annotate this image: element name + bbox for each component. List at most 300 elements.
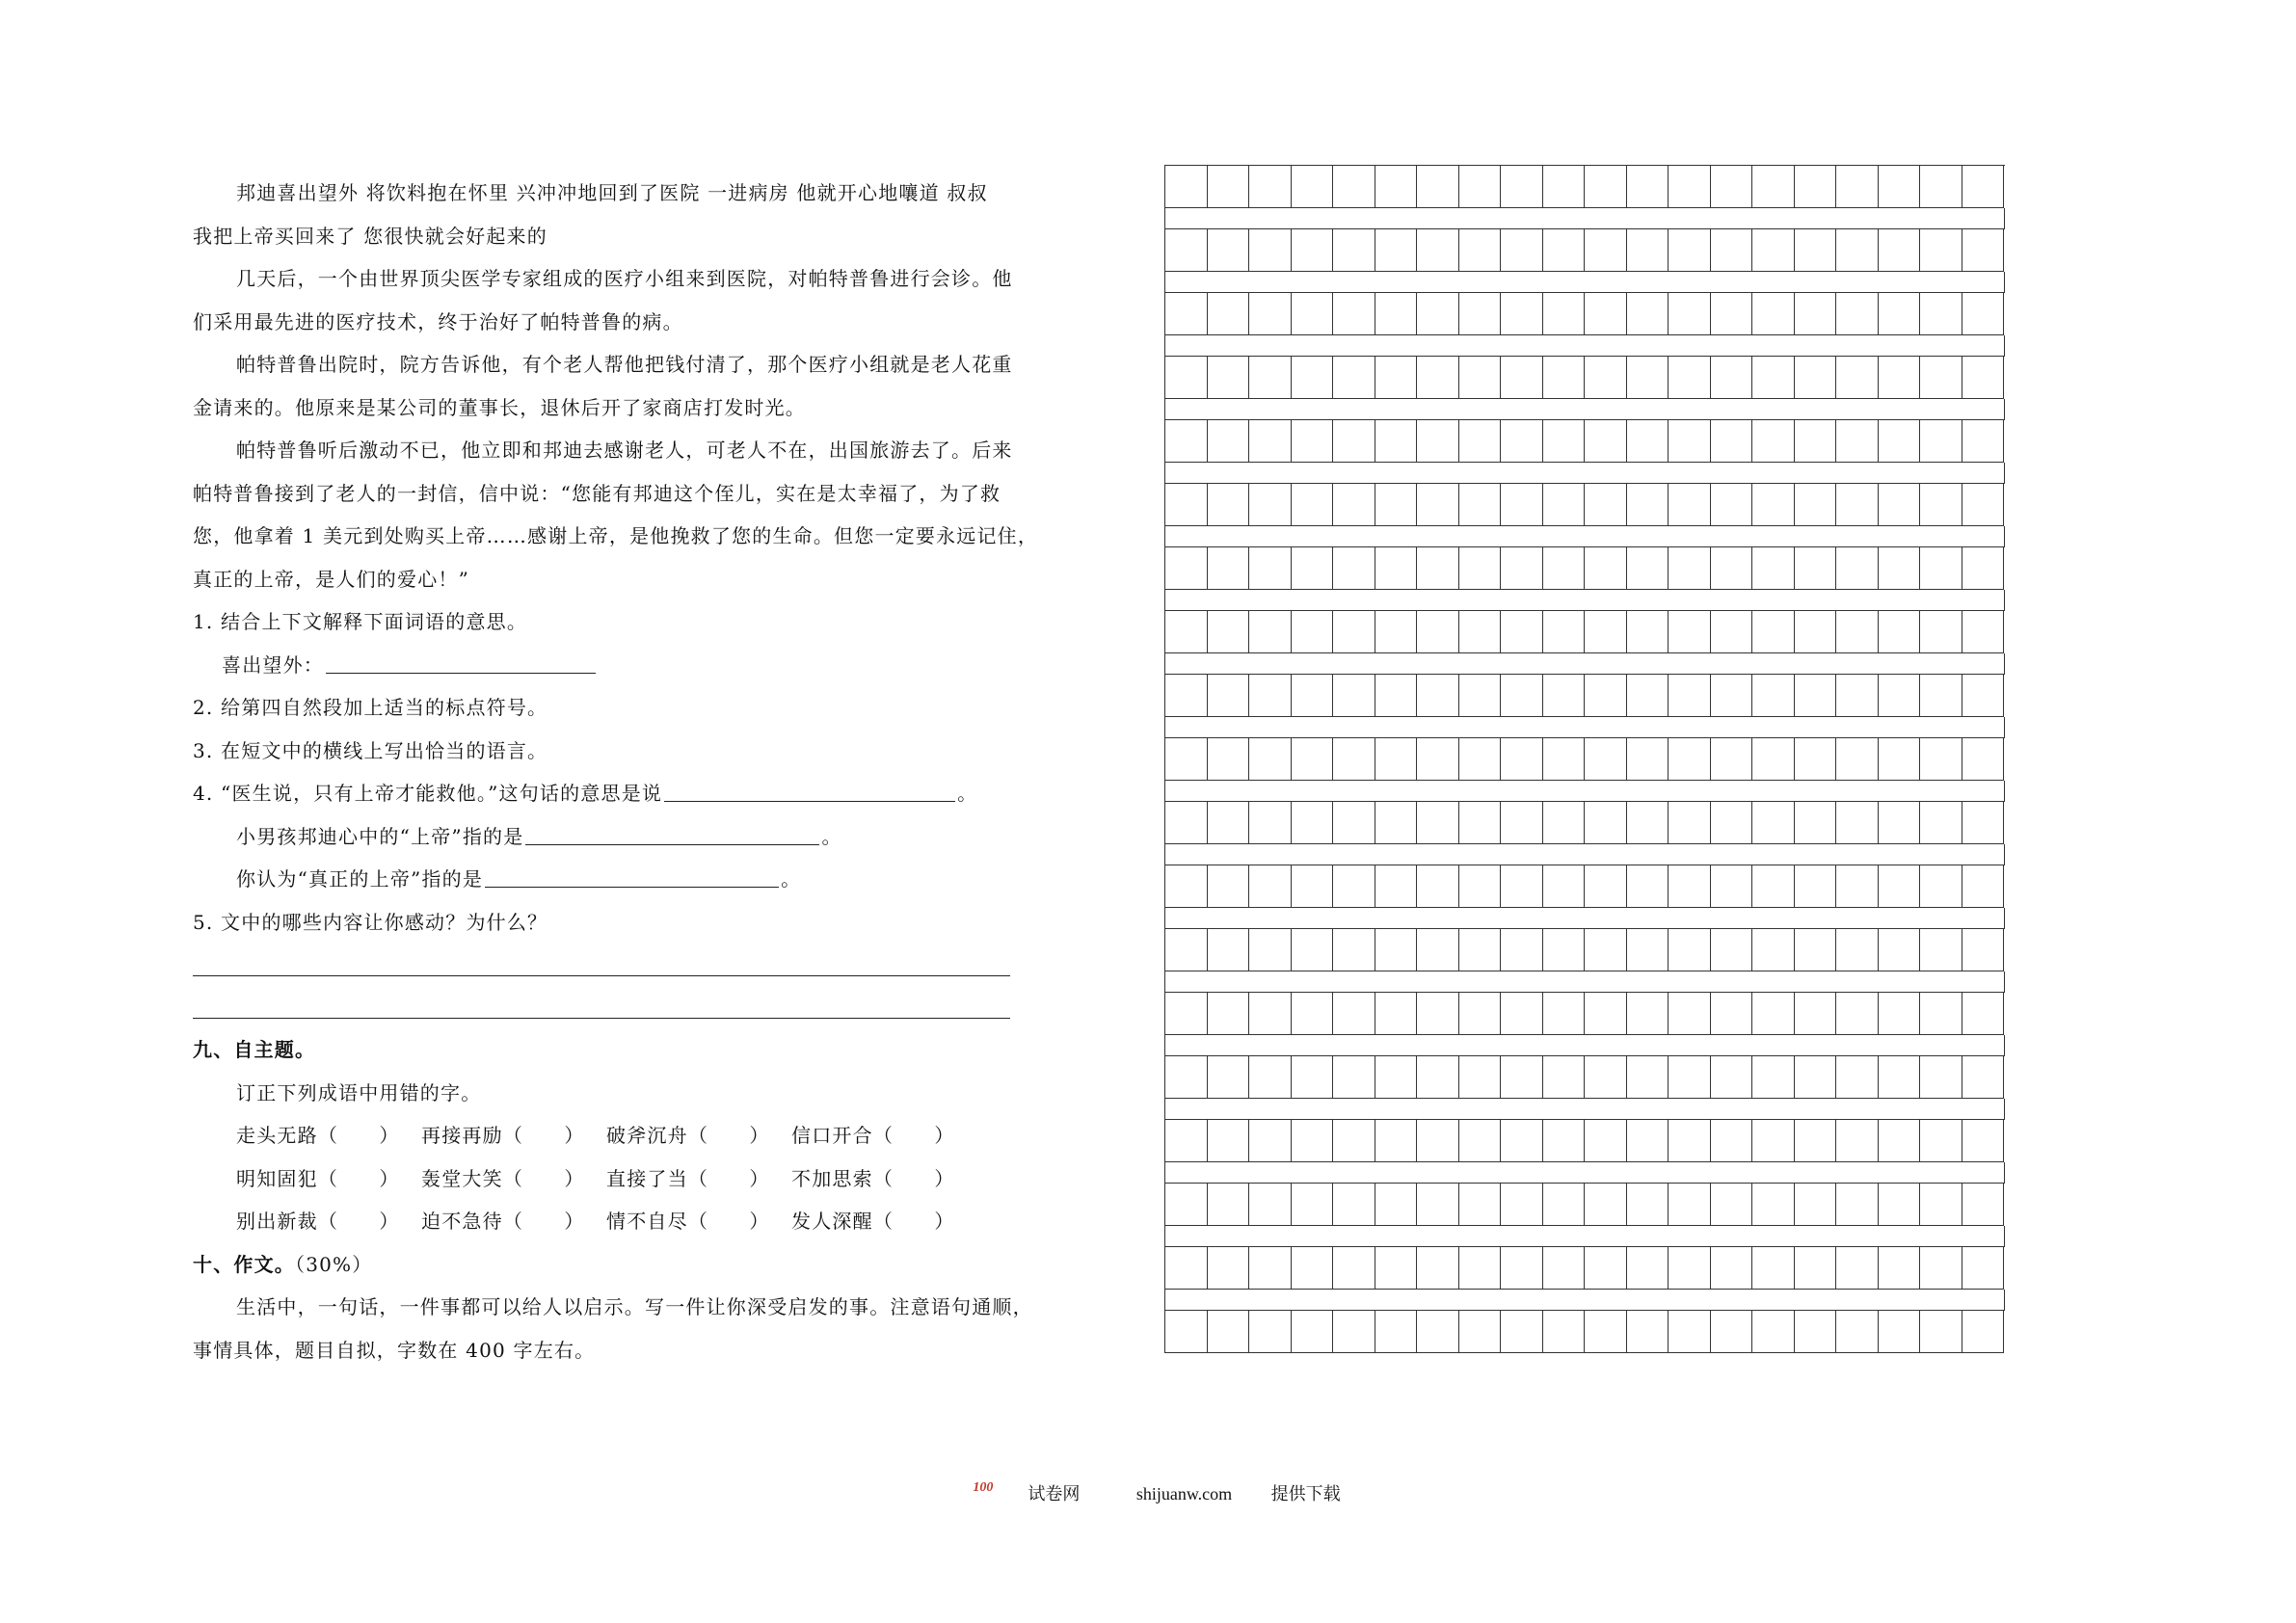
grid-cell[interactable] <box>1249 484 1292 526</box>
grid-cell[interactable] <box>1375 993 1418 1035</box>
grid-cell[interactable] <box>1879 547 1921 590</box>
grid-cell[interactable] <box>1585 1184 1627 1226</box>
grid-cell[interactable] <box>1836 293 1879 335</box>
grid-cell[interactable] <box>1669 1247 1711 1290</box>
grid-cell[interactable] <box>1459 229 1502 272</box>
grid-cell[interactable] <box>1417 229 1459 272</box>
grid-cell[interactable] <box>1669 993 1711 1035</box>
grid-cell[interactable] <box>1375 1120 1418 1162</box>
grid-cell[interactable] <box>1208 929 1250 971</box>
grid-cell[interactable] <box>1795 1247 1837 1290</box>
grid-cell[interactable] <box>1669 420 1711 463</box>
grid-cell[interactable] <box>1879 993 1921 1035</box>
grid-cell[interactable] <box>1711 484 1753 526</box>
grid-cell[interactable] <box>1795 1120 1837 1162</box>
grid-cell[interactable] <box>1333 547 1375 590</box>
grid-cell[interactable] <box>1627 547 1669 590</box>
grid-cell[interactable] <box>1920 1120 1962 1162</box>
idiom-answer-paren[interactable]: （ ） <box>502 1166 585 1190</box>
grid-cell[interactable] <box>1208 484 1250 526</box>
grid-cell[interactable] <box>1752 484 1795 526</box>
grid-cell[interactable] <box>1333 611 1375 653</box>
grid-cell[interactable] <box>1752 547 1795 590</box>
grid-cell[interactable] <box>1165 293 1208 335</box>
grid-cell[interactable] <box>1292 611 1334 653</box>
grid-cell[interactable] <box>1795 420 1837 463</box>
grid-cell[interactable] <box>1208 738 1250 781</box>
grid-cell[interactable] <box>1501 166 1543 208</box>
grid-cell[interactable] <box>1752 738 1795 781</box>
idiom-answer-paren[interactable]: （ ） <box>502 1210 585 1233</box>
grid-cell[interactable] <box>1208 357 1250 399</box>
answer-line[interactable] <box>193 986 1012 1028</box>
grid-cell[interactable] <box>1292 166 1334 208</box>
grid-cell[interactable] <box>1249 865 1292 908</box>
grid-cell[interactable] <box>1501 675 1543 717</box>
grid-cell[interactable] <box>1627 357 1669 399</box>
grid-cell[interactable] <box>1627 802 1669 844</box>
grid-cell[interactable] <box>1543 357 1586 399</box>
grid-cell[interactable] <box>1627 611 1669 653</box>
grid-cell[interactable] <box>1501 229 1543 272</box>
grid-cell[interactable] <box>1879 166 1921 208</box>
grid-cell[interactable] <box>1711 229 1753 272</box>
grid-cell[interactable] <box>1459 929 1502 971</box>
grid-cell[interactable] <box>1165 547 1208 590</box>
grid-cell[interactable] <box>1962 547 2005 590</box>
grid-cell[interactable] <box>1752 1184 1795 1226</box>
grid-cell[interactable] <box>1459 802 1502 844</box>
grid-cell[interactable] <box>1543 738 1586 781</box>
grid-cell[interactable] <box>1962 993 2005 1035</box>
grid-cell[interactable] <box>1752 166 1795 208</box>
grid-cell[interactable] <box>1417 738 1459 781</box>
grid-cell[interactable] <box>1836 229 1879 272</box>
grid-cell[interactable] <box>1459 738 1502 781</box>
grid-cell[interactable] <box>1543 675 1586 717</box>
grid-cell[interactable] <box>1627 1184 1669 1226</box>
grid-cell[interactable] <box>1375 1247 1418 1290</box>
grid-cell[interactable] <box>1501 484 1543 526</box>
grid-cell[interactable] <box>1501 1184 1543 1226</box>
grid-cell[interactable] <box>1879 293 1921 335</box>
grid-cell[interactable] <box>1501 1247 1543 1290</box>
grid-cell[interactable] <box>1292 357 1334 399</box>
grid-cell[interactable] <box>1962 1056 2005 1099</box>
grid-cell[interactable] <box>1962 1184 2005 1226</box>
grid-cell[interactable] <box>1543 802 1586 844</box>
grid-cell[interactable] <box>1627 1311 1669 1353</box>
grid-cell[interactable] <box>1920 547 1962 590</box>
grid-cell[interactable] <box>1375 675 1418 717</box>
grid-cell[interactable] <box>1879 357 1921 399</box>
grid-cell[interactable] <box>1627 738 1669 781</box>
grid-cell[interactable] <box>1585 611 1627 653</box>
grid-cell[interactable] <box>1711 802 1753 844</box>
grid-cell[interactable] <box>1920 929 1962 971</box>
grid-cell[interactable] <box>1501 1056 1543 1099</box>
grid-cell[interactable] <box>1669 675 1711 717</box>
grid-cell[interactable] <box>1292 1056 1334 1099</box>
grid-cell[interactable] <box>1669 1184 1711 1226</box>
grid-cell[interactable] <box>1585 1247 1627 1290</box>
grid-cell[interactable] <box>1417 929 1459 971</box>
idiom-answer-paren[interactable]: （ ） <box>872 1124 955 1147</box>
grid-cell[interactable] <box>1333 865 1375 908</box>
grid-cell[interactable] <box>1208 1056 1250 1099</box>
grid-cell[interactable] <box>1249 675 1292 717</box>
grid-cell[interactable] <box>1627 293 1669 335</box>
grid-cell[interactable] <box>1208 420 1250 463</box>
grid-cell[interactable] <box>1249 929 1292 971</box>
grid-cell[interactable] <box>1752 1311 1795 1353</box>
answer-blank[interactable] <box>485 858 779 888</box>
grid-cell[interactable] <box>1962 293 2005 335</box>
grid-cell[interactable] <box>1836 547 1879 590</box>
grid-cell[interactable] <box>1962 802 2005 844</box>
grid-cell[interactable] <box>1459 1120 1502 1162</box>
grid-cell[interactable] <box>1165 1184 1208 1226</box>
grid-cell[interactable] <box>1836 357 1879 399</box>
grid-cell[interactable] <box>1920 611 1962 653</box>
grid-cell[interactable] <box>1879 1056 1921 1099</box>
grid-cell[interactable] <box>1627 993 1669 1035</box>
grid-cell[interactable] <box>1165 420 1208 463</box>
grid-cell[interactable] <box>1375 420 1418 463</box>
grid-cell[interactable] <box>1249 1120 1292 1162</box>
grid-cell[interactable] <box>1375 166 1418 208</box>
grid-cell[interactable] <box>1208 865 1250 908</box>
grid-cell[interactable] <box>1208 1311 1250 1353</box>
grid-cell[interactable] <box>1585 357 1627 399</box>
grid-cell[interactable] <box>1711 865 1753 908</box>
grid-cell[interactable] <box>1459 484 1502 526</box>
grid-cell[interactable] <box>1711 293 1753 335</box>
grid-cell[interactable] <box>1752 420 1795 463</box>
grid-cell[interactable] <box>1375 1184 1418 1226</box>
grid-cell[interactable] <box>1543 993 1586 1035</box>
grid-cell[interactable] <box>1585 1311 1627 1353</box>
grid-cell[interactable] <box>1669 357 1711 399</box>
grid-cell[interactable] <box>1375 738 1418 781</box>
grid-cell[interactable] <box>1962 675 2005 717</box>
grid-cell[interactable] <box>1962 166 2005 208</box>
grid-cell[interactable] <box>1417 1120 1459 1162</box>
grid-cell[interactable] <box>1836 1184 1879 1226</box>
idiom-answer-paren[interactable]: （ ） <box>872 1166 955 1190</box>
grid-cell[interactable] <box>1459 547 1502 590</box>
grid-cell[interactable] <box>1752 1056 1795 1099</box>
grid-cell[interactable] <box>1962 929 2005 971</box>
grid-cell[interactable] <box>1795 1311 1837 1353</box>
grid-cell[interactable] <box>1669 929 1711 971</box>
grid-cell[interactable] <box>1333 229 1375 272</box>
grid-cell[interactable] <box>1795 611 1837 653</box>
grid-cell[interactable] <box>1249 1184 1292 1226</box>
grid-cell[interactable] <box>1669 484 1711 526</box>
grid-cell[interactable] <box>1795 484 1837 526</box>
grid-cell[interactable] <box>1292 229 1334 272</box>
grid-cell[interactable] <box>1920 802 1962 844</box>
grid-cell[interactable] <box>1711 1120 1753 1162</box>
grid-cell[interactable] <box>1249 802 1292 844</box>
grid-cell[interactable] <box>1711 1311 1753 1353</box>
grid-cell[interactable] <box>1585 1120 1627 1162</box>
grid-cell[interactable] <box>1292 1311 1334 1353</box>
grid-cell[interactable] <box>1459 420 1502 463</box>
grid-cell[interactable] <box>1669 229 1711 272</box>
grid-cell[interactable] <box>1627 929 1669 971</box>
grid-cell[interactable] <box>1627 1120 1669 1162</box>
grid-cell[interactable] <box>1501 738 1543 781</box>
grid-cell[interactable] <box>1711 357 1753 399</box>
grid-cell[interactable] <box>1543 484 1586 526</box>
grid-cell[interactable] <box>1879 484 1921 526</box>
grid-cell[interactable] <box>1836 484 1879 526</box>
grid-cell[interactable] <box>1165 738 1208 781</box>
grid-cell[interactable] <box>1879 611 1921 653</box>
grid-cell[interactable] <box>1375 1311 1418 1353</box>
grid-cell[interactable] <box>1879 929 1921 971</box>
grid-cell[interactable] <box>1459 166 1502 208</box>
grid-cell[interactable] <box>1165 865 1208 908</box>
grid-cell[interactable] <box>1417 357 1459 399</box>
idiom-answer-paren[interactable]: （ ） <box>502 1124 585 1147</box>
grid-cell[interactable] <box>1249 993 1292 1035</box>
grid-cell[interactable] <box>1292 1247 1334 1290</box>
grid-cell[interactable] <box>1920 1247 1962 1290</box>
grid-cell[interactable] <box>1292 929 1334 971</box>
idiom-answer-paren[interactable]: （ ） <box>317 1124 400 1147</box>
grid-cell[interactable] <box>1501 547 1543 590</box>
grid-cell[interactable] <box>1249 229 1292 272</box>
grid-cell[interactable] <box>1836 802 1879 844</box>
grid-cell[interactable] <box>1711 547 1753 590</box>
grid-cell[interactable] <box>1333 1056 1375 1099</box>
grid-cell[interactable] <box>1752 993 1795 1035</box>
grid-cell[interactable] <box>1920 675 1962 717</box>
grid-cell[interactable] <box>1333 1120 1375 1162</box>
grid-cell[interactable] <box>1417 865 1459 908</box>
grid-cell[interactable] <box>1669 547 1711 590</box>
grid-cell[interactable] <box>1669 293 1711 335</box>
grid-cell[interactable] <box>1375 484 1418 526</box>
grid-cell[interactable] <box>1836 611 1879 653</box>
grid-cell[interactable] <box>1333 420 1375 463</box>
grid-cell[interactable] <box>1752 357 1795 399</box>
grid-cell[interactable] <box>1585 1056 1627 1099</box>
grid-cell[interactable] <box>1208 611 1250 653</box>
grid-cell[interactable] <box>1879 420 1921 463</box>
grid-cell[interactable] <box>1333 1184 1375 1226</box>
grid-cell[interactable] <box>1711 166 1753 208</box>
grid-cell[interactable] <box>1375 293 1418 335</box>
composition-grid[interactable] <box>1164 165 2003 1353</box>
grid-cell[interactable] <box>1962 357 2005 399</box>
grid-cell[interactable] <box>1585 293 1627 335</box>
answer-blank[interactable] <box>664 772 955 802</box>
grid-cell[interactable] <box>1836 929 1879 971</box>
grid-cell[interactable] <box>1962 738 2005 781</box>
grid-cell[interactable] <box>1543 865 1586 908</box>
grid-cell[interactable] <box>1249 1311 1292 1353</box>
grid-cell[interactable] <box>1417 1056 1459 1099</box>
grid-cell[interactable] <box>1585 675 1627 717</box>
grid-cell[interactable] <box>1208 1247 1250 1290</box>
grid-cell[interactable] <box>1165 1311 1208 1353</box>
grid-cell[interactable] <box>1920 229 1962 272</box>
grid-cell[interactable] <box>1375 547 1418 590</box>
grid-cell[interactable] <box>1711 993 1753 1035</box>
grid-cell[interactable] <box>1333 293 1375 335</box>
idiom-answer-paren[interactable]: （ ） <box>687 1124 770 1147</box>
answer-line[interactable] <box>193 944 1012 986</box>
grid-cell[interactable] <box>1962 611 2005 653</box>
grid-cell[interactable] <box>1669 611 1711 653</box>
grid-cell[interactable] <box>1165 1056 1208 1099</box>
grid-cell[interactable] <box>1627 484 1669 526</box>
grid-cell[interactable] <box>1333 802 1375 844</box>
grid-cell[interactable] <box>1417 166 1459 208</box>
grid-cell[interactable] <box>1459 865 1502 908</box>
grid-cell[interactable] <box>1879 1247 1921 1290</box>
grid-cell[interactable] <box>1543 1056 1586 1099</box>
grid-cell[interactable] <box>1165 675 1208 717</box>
grid-cell[interactable] <box>1292 865 1334 908</box>
grid-cell[interactable] <box>1543 1247 1586 1290</box>
grid-cell[interactable] <box>1249 420 1292 463</box>
grid-cell[interactable] <box>1375 229 1418 272</box>
grid-cell[interactable] <box>1543 611 1586 653</box>
grid-cell[interactable] <box>1711 929 1753 971</box>
grid-cell[interactable] <box>1879 865 1921 908</box>
grid-cell[interactable] <box>1795 357 1837 399</box>
grid-cell[interactable] <box>1459 357 1502 399</box>
grid-cell[interactable] <box>1501 802 1543 844</box>
grid-cell[interactable] <box>1375 929 1418 971</box>
grid-cell[interactable] <box>1795 1184 1837 1226</box>
grid-cell[interactable] <box>1333 929 1375 971</box>
grid-cell[interactable] <box>1669 865 1711 908</box>
grid-cell[interactable] <box>1333 738 1375 781</box>
grid-cell[interactable] <box>1836 166 1879 208</box>
grid-cell[interactable] <box>1879 802 1921 844</box>
grid-cell[interactable] <box>1669 1311 1711 1353</box>
grid-cell[interactable] <box>1375 1056 1418 1099</box>
grid-cell[interactable] <box>1795 993 1837 1035</box>
grid-cell[interactable] <box>1920 420 1962 463</box>
grid-cell[interactable] <box>1333 1247 1375 1290</box>
grid-cell[interactable] <box>1920 293 1962 335</box>
grid-cell[interactable] <box>1711 611 1753 653</box>
grid-cell[interactable] <box>1165 993 1208 1035</box>
grid-cell[interactable] <box>1459 1184 1502 1226</box>
grid-cell[interactable] <box>1585 229 1627 272</box>
grid-cell[interactable] <box>1879 1311 1921 1353</box>
grid-cell[interactable] <box>1585 547 1627 590</box>
grid-cell[interactable] <box>1920 1184 1962 1226</box>
grid-cell[interactable] <box>1627 229 1669 272</box>
grid-cell[interactable] <box>1752 293 1795 335</box>
grid-cell[interactable] <box>1208 802 1250 844</box>
grid-cell[interactable] <box>1417 611 1459 653</box>
grid-cell[interactable] <box>1543 229 1586 272</box>
grid-cell[interactable] <box>1249 1247 1292 1290</box>
grid-cell[interactable] <box>1501 929 1543 971</box>
grid-cell[interactable] <box>1836 675 1879 717</box>
grid-cell[interactable] <box>1585 166 1627 208</box>
grid-cell[interactable] <box>1543 547 1586 590</box>
grid-cell[interactable] <box>1920 1056 1962 1099</box>
grid-cell[interactable] <box>1333 1311 1375 1353</box>
grid-cell[interactable] <box>1752 229 1795 272</box>
grid-cell[interactable] <box>1249 738 1292 781</box>
grid-cell[interactable] <box>1879 1184 1921 1226</box>
idiom-answer-paren[interactable]: （ ） <box>687 1210 770 1233</box>
grid-cell[interactable] <box>1962 865 2005 908</box>
grid-cell[interactable] <box>1795 547 1837 590</box>
grid-cell[interactable] <box>1585 993 1627 1035</box>
grid-cell[interactable] <box>1417 675 1459 717</box>
grid-cell[interactable] <box>1752 1120 1795 1162</box>
grid-cell[interactable] <box>1627 1247 1669 1290</box>
grid-cell[interactable] <box>1711 1056 1753 1099</box>
grid-cell[interactable] <box>1417 484 1459 526</box>
grid-cell[interactable] <box>1543 1311 1586 1353</box>
grid-cell[interactable] <box>1795 166 1837 208</box>
idiom-answer-paren[interactable]: （ ） <box>872 1210 955 1233</box>
grid-cell[interactable] <box>1417 420 1459 463</box>
grid-cell[interactable] <box>1459 611 1502 653</box>
grid-cell[interactable] <box>1752 675 1795 717</box>
grid-cell[interactable] <box>1879 738 1921 781</box>
grid-cell[interactable] <box>1292 993 1334 1035</box>
grid-cell[interactable] <box>1920 993 1962 1035</box>
grid-cell[interactable] <box>1208 166 1250 208</box>
grid-cell[interactable] <box>1249 611 1292 653</box>
grid-cell[interactable] <box>1836 1311 1879 1353</box>
grid-cell[interactable] <box>1417 293 1459 335</box>
grid-cell[interactable] <box>1501 293 1543 335</box>
grid-cell[interactable] <box>1962 420 2005 463</box>
grid-cell[interactable] <box>1711 420 1753 463</box>
grid-cell[interactable] <box>1920 166 1962 208</box>
grid-cell[interactable] <box>1501 1120 1543 1162</box>
grid-cell[interactable] <box>1795 929 1837 971</box>
grid-cell[interactable] <box>1333 993 1375 1035</box>
grid-cell[interactable] <box>1836 865 1879 908</box>
grid-cell[interactable] <box>1165 929 1208 971</box>
grid-cell[interactable] <box>1292 1184 1334 1226</box>
grid-cell[interactable] <box>1836 1247 1879 1290</box>
grid-cell[interactable] <box>1333 484 1375 526</box>
grid-cell[interactable] <box>1627 865 1669 908</box>
grid-cell[interactable] <box>1543 293 1586 335</box>
grid-cell[interactable] <box>1165 484 1208 526</box>
grid-cell[interactable] <box>1920 357 1962 399</box>
grid-cell[interactable] <box>1375 802 1418 844</box>
grid-cell[interactable] <box>1333 357 1375 399</box>
grid-cell[interactable] <box>1417 1247 1459 1290</box>
idiom-answer-paren[interactable]: （ ） <box>317 1210 400 1233</box>
grid-cell[interactable] <box>1585 865 1627 908</box>
grid-cell[interactable] <box>1165 229 1208 272</box>
grid-cell[interactable] <box>1208 293 1250 335</box>
grid-cell[interactable] <box>1501 420 1543 463</box>
grid-cell[interactable] <box>1165 611 1208 653</box>
grid-cell[interactable] <box>1543 1120 1586 1162</box>
grid-cell[interactable] <box>1795 1056 1837 1099</box>
